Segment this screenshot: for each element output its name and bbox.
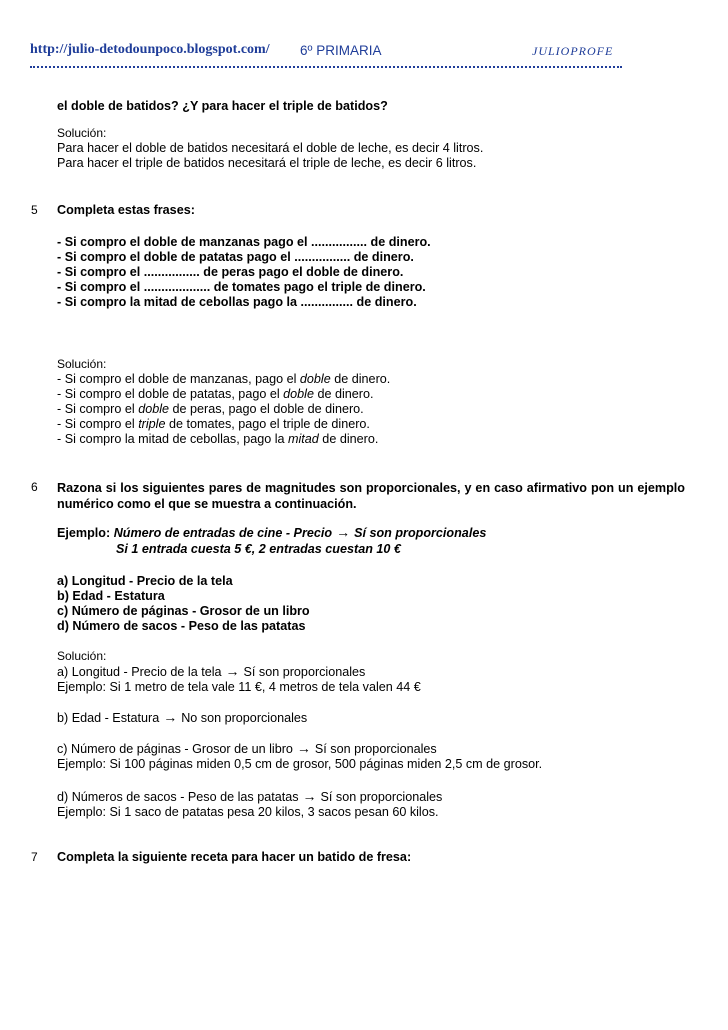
grade-label: 6º PRIMARIA: [300, 43, 382, 58]
q6-answer-result: Sí son proporcionales: [314, 742, 437, 756]
question-5-number: 5: [31, 203, 38, 217]
q4-solution-line: Para hacer el doble de batidos necesitará el doble de leche, es decir 4 litros.: [57, 141, 484, 155]
question-6-number: 6: [31, 480, 38, 494]
question-7-title: Completa la siguiente receta para hacer un batido de fresa:: [57, 850, 412, 864]
q5-solution-line: - Si compro el doble de manzanas, pago el doble de dinero.: [57, 372, 391, 386]
question-7-number: 7: [31, 850, 38, 864]
q5-item: - Si compro la mitad de cebollas pago la ............... de dinero.: [57, 295, 417, 309]
q6-answer-pair: a) Longitud - Precio de la tela: [57, 665, 222, 679]
blog-url-link[interactable]: http://julio-detodounpoco.blogspot.com/: [30, 42, 270, 57]
q6-answer-pair: d) Números de sacos - Peso de las patatas: [57, 790, 299, 804]
q6-answer-a: [57, 664, 697, 695]
q6-example: [57, 525, 697, 557]
q6-answer-d: [57, 789, 697, 820]
header-divider: [30, 64, 622, 68]
q5-item: - Si compro el ................... de tomates pago el triple de dinero.: [57, 280, 426, 294]
question-6-items: [57, 574, 697, 634]
q5-solution-line: - Si compro el doble de peras, pago el doble de dinero.: [57, 402, 364, 416]
q6-example-detail: Si 1 entrada cuesta 5 €, 2 entradas cuestan 10 €: [116, 542, 401, 556]
q6-answer-pair: c) Número de páginas - Grosor de un libro: [57, 742, 293, 756]
q6-solution-label: Solución:: [57, 649, 107, 663]
q4-solution-line: Para hacer el triple de batidos necesitará el triple de leche, es decir 6 litros.: [57, 156, 477, 170]
question-4-tail: el doble de batidos? ¿Y para hacer el triple de batidos?: [57, 99, 388, 113]
q5-solution-line: - Si compro la mitad de cebollas, pago la mitad de dinero.: [57, 432, 379, 446]
q6-item: b) Edad - Estatura: [57, 589, 165, 603]
q6-answer-b: [57, 710, 697, 726]
q4-solution-label: Solución:: [57, 126, 107, 140]
arrow-right-icon: →: [302, 788, 317, 804]
q6-answer-example: Ejemplo: Si 1 saco de patatas pesa 20 kilos, 3 sacos pesan 60 kilos.: [57, 805, 439, 819]
q6-answer-pair: b) Edad - Estatura: [57, 711, 160, 725]
q5-solution-line: - Si compro el doble de patatas, pago el doble de dinero.: [57, 387, 374, 401]
author-label: JULIOPROFE: [532, 44, 614, 58]
q6-answer-c: [57, 741, 697, 772]
arrow-right-icon: →: [336, 524, 351, 540]
question-5-items: [57, 235, 697, 310]
q5-item: - Si compro el ................ de peras pago el doble de dinero.: [57, 265, 404, 279]
q5-item: - Si compro el doble de patatas pago el ................ de dinero.: [57, 250, 414, 264]
q6-answer-result: Sí son proporcionales: [320, 790, 443, 804]
q4-solution: [57, 141, 697, 171]
q6-example-result: Sí son proporcionales: [354, 526, 487, 540]
q6-item: a) Longitud - Precio de la tela: [57, 574, 233, 588]
arrow-right-icon: →: [225, 663, 240, 679]
q5-item: - Si compro el doble de manzanas pago el ................ de dinero.: [57, 235, 431, 249]
q6-answer-result: No son proporcionales: [181, 711, 308, 725]
q5-solution: [57, 372, 697, 447]
question-5-title: Completa estas frases:: [57, 203, 195, 217]
q6-answer-example: Ejemplo: Si 100 páginas miden 0,5 cm de grosor, 500 páginas miden 2,5 cm de grosor.: [57, 757, 543, 771]
page-header: [30, 38, 690, 60]
arrow-right-icon: →: [163, 709, 178, 725]
q6-answer-result: Sí son proporcionales: [243, 665, 366, 679]
q6-example-pair: Número de entradas de cine - Precio: [113, 526, 333, 540]
question-6-statement: Razona si los siguientes pares de magnitudes son proporcionales, y en caso afirmativo pon un ejemplo numérico como el que se muestra a continuación.: [57, 481, 685, 511]
q6-example-label: Ejemplo:: [57, 526, 111, 540]
arrow-right-icon: →: [296, 740, 311, 756]
q6-item: c) Número de páginas - Grosor de un libro: [57, 604, 310, 618]
q6-answer-example: Ejemplo: Si 1 metro de tela vale 11 €, 4 metros de tela valen 44 €: [57, 680, 421, 694]
q6-item: d) Número de sacos - Peso de las patatas: [57, 619, 306, 633]
q5-solution-line: - Si compro el triple de tomates, pago el triple de dinero.: [57, 417, 370, 431]
q5-solution-label: Solución:: [57, 357, 107, 371]
